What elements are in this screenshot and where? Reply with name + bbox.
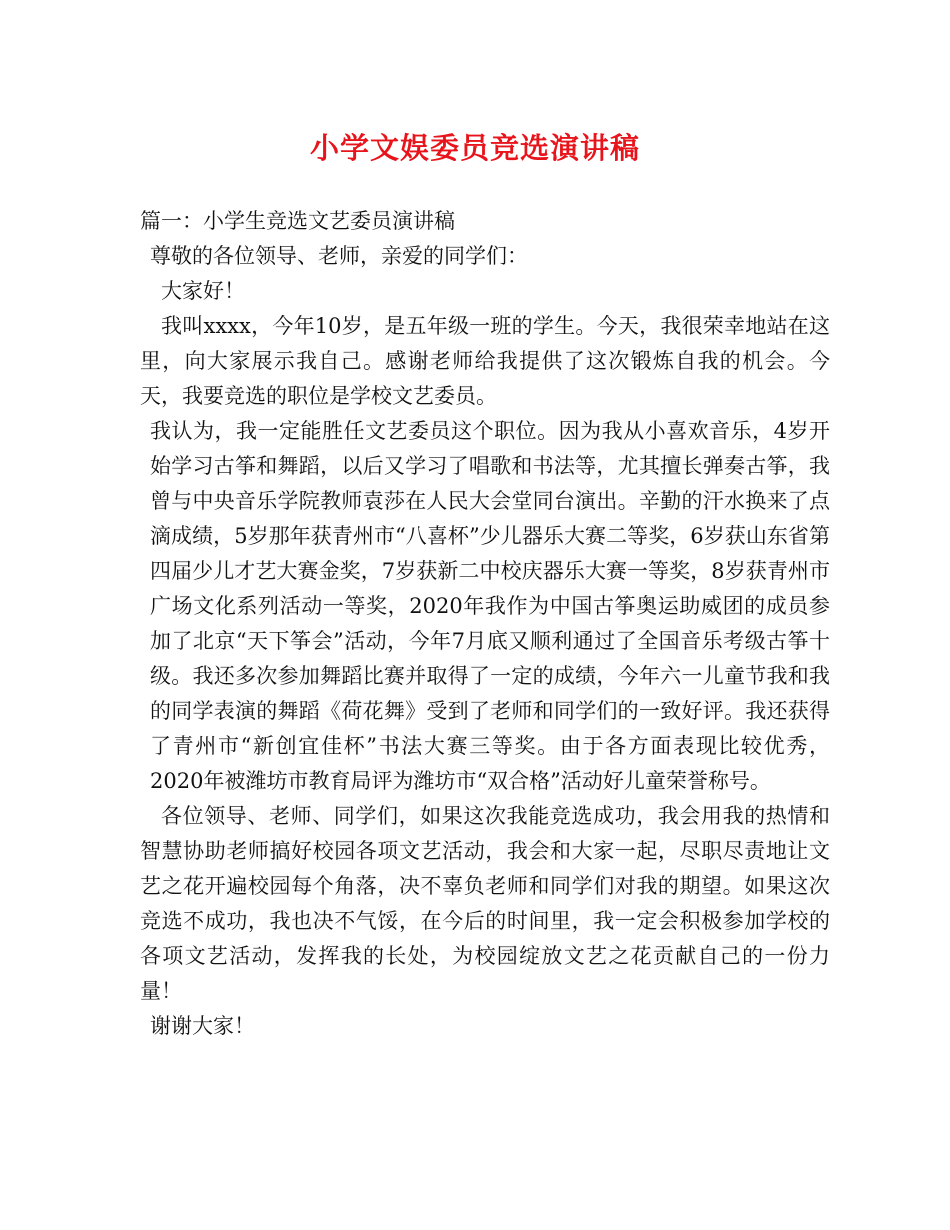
paragraph-pledge: 各位领导、老师、同学们，如果这次我能竞选成功，我会用我的热情和智慧协助老师搞好校园各项文艺活动，我会和大家一起，尽职尽责地让文艺之花开遍校园每个角落，决不辜负老师和同学们对我的期望。如果这次竞选不成功，我也决不气馁，在今后的时间里，我一定会积极参加学校的各项文艺活动，发挥我的长处，为校园绽放文艺之花贡献自己的一份力量！	[140, 804, 830, 1003]
paragraph-achievements: 我认为，我一定能胜任文艺委员这个职位。因为我从小喜欢音乐，4岁开始学习古筝和舞蹈，以后又学习了唱歌和书法等，尤其擅长弹奏古筝，我曾与中央音乐学院教师袁莎在人民大会堂同台演出。辛勤的汗水换来了点滴成绩，5岁那年获青州市“八喜杯”少儿器乐大赛二等奖，6岁获山东省第四届少儿才艺大赛金奖，7岁获新二中校庆器乐大赛一等奖，8岁获青州市广场文化系列活动一等奖，2020年我作为中国古筝奥运助威团的成员参加了北京“天下筝会”活动，今年7月底又顺利通过了全国音乐考级古筝十级。我还多次参加舞蹈比赛并取得了一定的成绩，今年六一儿童节我和我的同学表演的舞蹈《荷花舞》受到了老师和同学们的一致好评。我还获得了青州市“新创宜佳杯”书法大赛三等奖。由于各方面表现比较优秀，2020年被潍坊市教育局评为潍坊市“双合格”活动好儿童荣誉称号。	[150, 419, 830, 793]
section-heading: 篇一：小学生竞选文艺委员演讲稿	[140, 209, 455, 233]
document-body	[140, 204, 830, 1044]
greeting: 大家好！	[161, 279, 245, 303]
document-title: 小学文娱委员竞选演讲稿	[309, 131, 640, 165]
paragraph-introduction: 我叫xxxx，今年10岁，是五年级一班的学生。今天，我很荣幸地站在这里，向大家展示我自己。感谢老师给我提供了这次锻炼自我的机会。今天，我要竞选的职位是学校文艺委员。	[140, 314, 830, 408]
closing: 谢谢大家！	[150, 1014, 255, 1038]
salutation: 尊敬的各位领导、老师，亲爱的同学们：	[150, 244, 528, 268]
